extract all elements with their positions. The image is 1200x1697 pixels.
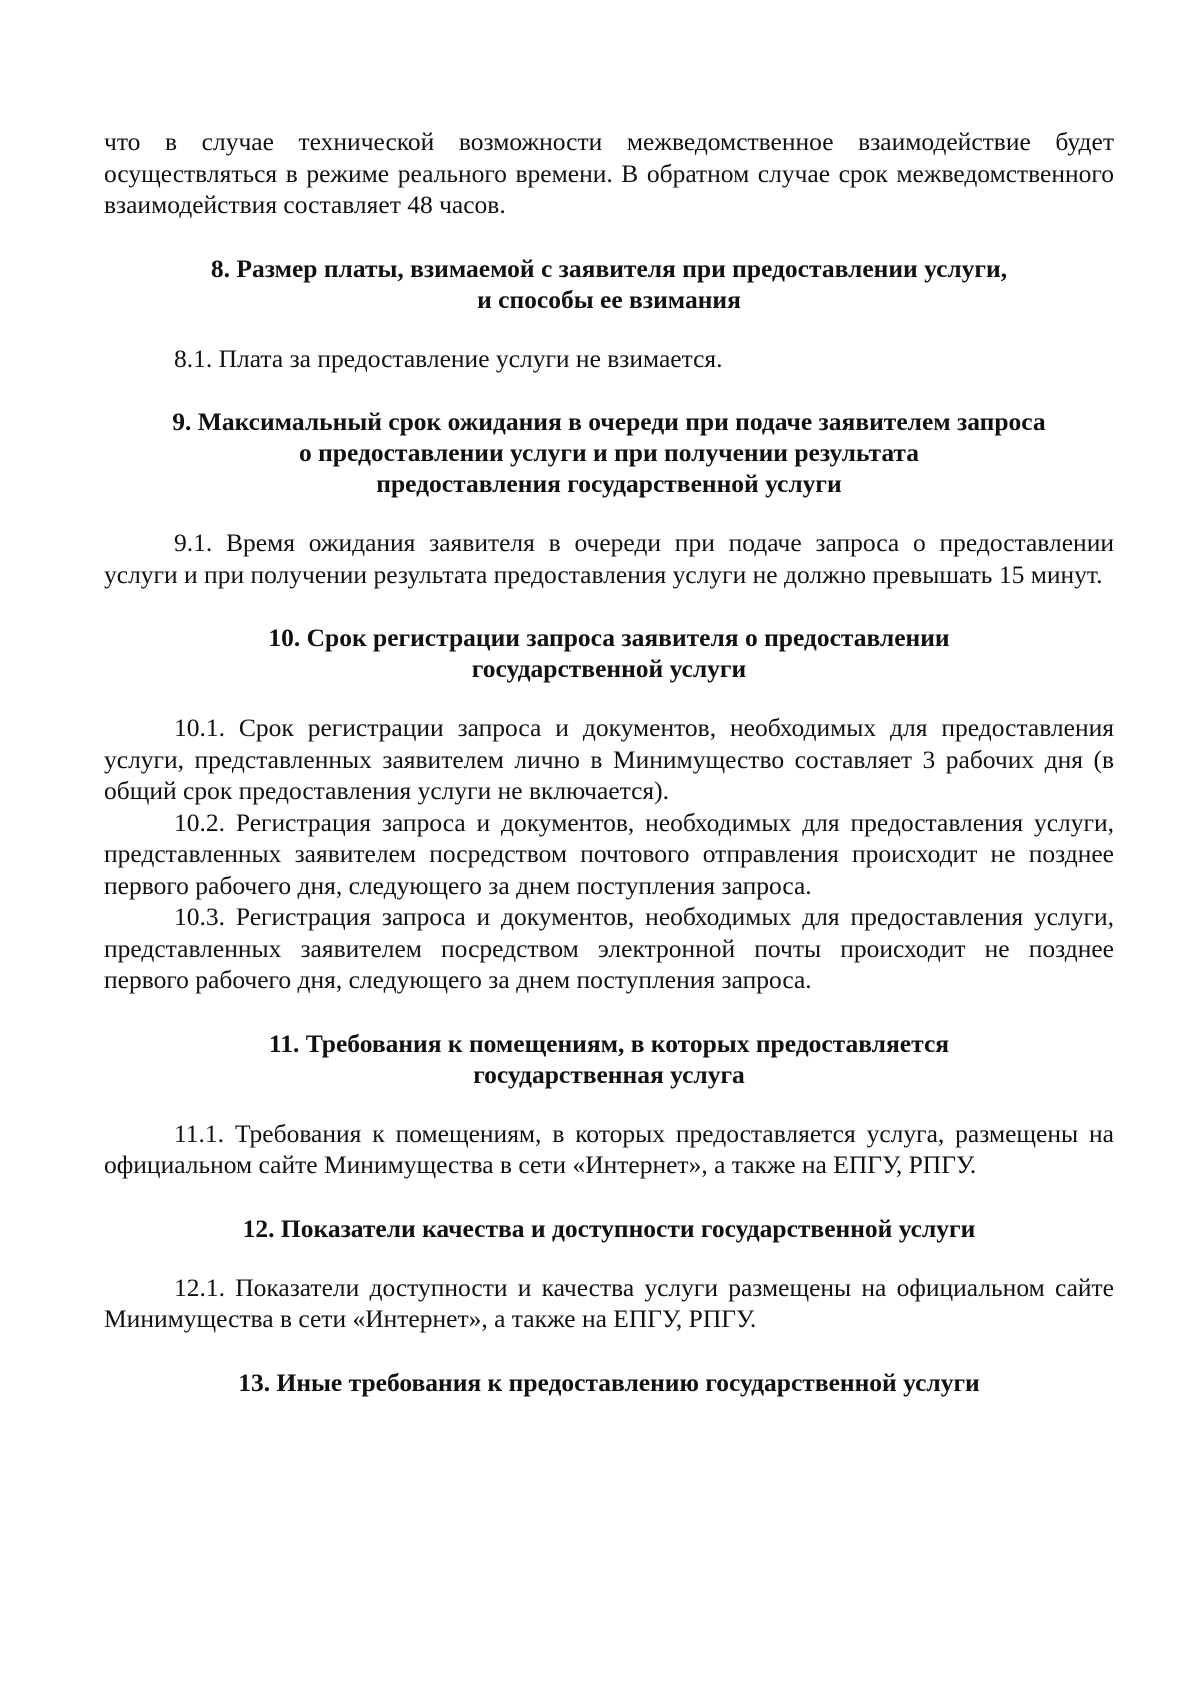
- paragraph-10-3: 10.3. Регистрация запроса и документов, необходимых для предоставления услуги, представленных заявителем посредством электронной почты происходит не позднее первого рабочего дня, следующего за днем поступления запроса.: [104, 902, 1114, 994]
- section-10: [104, 622, 1114, 996]
- paragraph-10-1: 10.1. Срок регистрации запроса и документов, необходимых для предоставления услуги, представленных заявителем лично в Минимущество составляет 3 рабочих дня (в общий срок предоставления услуги не включается).: [104, 713, 1114, 805]
- intro-paragraph: что в случае технической возможности межведомственное взаимодействие будет осуществляться в режиме реального времени. В обратном случае срок межведомственного взаимодействия составляет 48 часов.: [104, 127, 1114, 219]
- section-9-heading: 9. Максимальный срок ожидания в очереди при подаче заявителем запроса о предоставлении услуги и при получении результата предоставления государственной услуги: [172, 407, 1046, 498]
- paragraph-9-1: 9.1. Время ожидания заявителя в очереди при подаче запроса о предоставлении услуги и при получении результата предоставления услуги не должно превышать 15 минут.: [104, 528, 1114, 589]
- section-8-heading: 8. Размер платы, взимаемой с заявителя при предоставлении услуги, и способы ее взимания: [210, 253, 1008, 314]
- paragraph-12-1: 12.1. Показатели доступности и качества услуги размещены на официальном сайте Минимущества в сети «Интернет», а также на ЕПГУ, РПГУ.: [104, 1272, 1114, 1333]
- document-page: [104, 126, 1114, 1398]
- section-13: [104, 1367, 1114, 1398]
- section-13-heading: 13. Иные требования к предоставлению государственной услуги: [238, 1367, 980, 1397]
- section-11-heading: 11. Требования к помещениям, в которых предоставляется государственная услуга: [268, 1028, 950, 1089]
- section-11: [104, 1028, 1114, 1181]
- paragraph-10-2: 10.2. Регистрация запроса и документов, необходимых для предоставления услуги, представленных заявителем посредством почтового отправления происходит не позднее первого рабочего дня, следующего за днем поступления запроса.: [104, 807, 1114, 900]
- section-8: [104, 253, 1114, 375]
- section-12-heading: 12. Показатели качества и доступности государственной услуги: [242, 1213, 976, 1243]
- section-12: [104, 1213, 1114, 1335]
- section-9: [104, 406, 1114, 590]
- section-10-heading: 10. Срок регистрации запроса заявителя о предоставлении государственной услуги: [268, 623, 950, 683]
- paragraph-8-1: 8.1. Плата за предоставление услуги не взимается.: [174, 343, 723, 373]
- paragraph-11-1: 11.1. Требования к помещениям, в которых предоставляется услуга, размещены на официальном сайте Минимущества в сети «Интернет», а также на ЕПГУ, РПГУ.: [104, 1118, 1114, 1179]
